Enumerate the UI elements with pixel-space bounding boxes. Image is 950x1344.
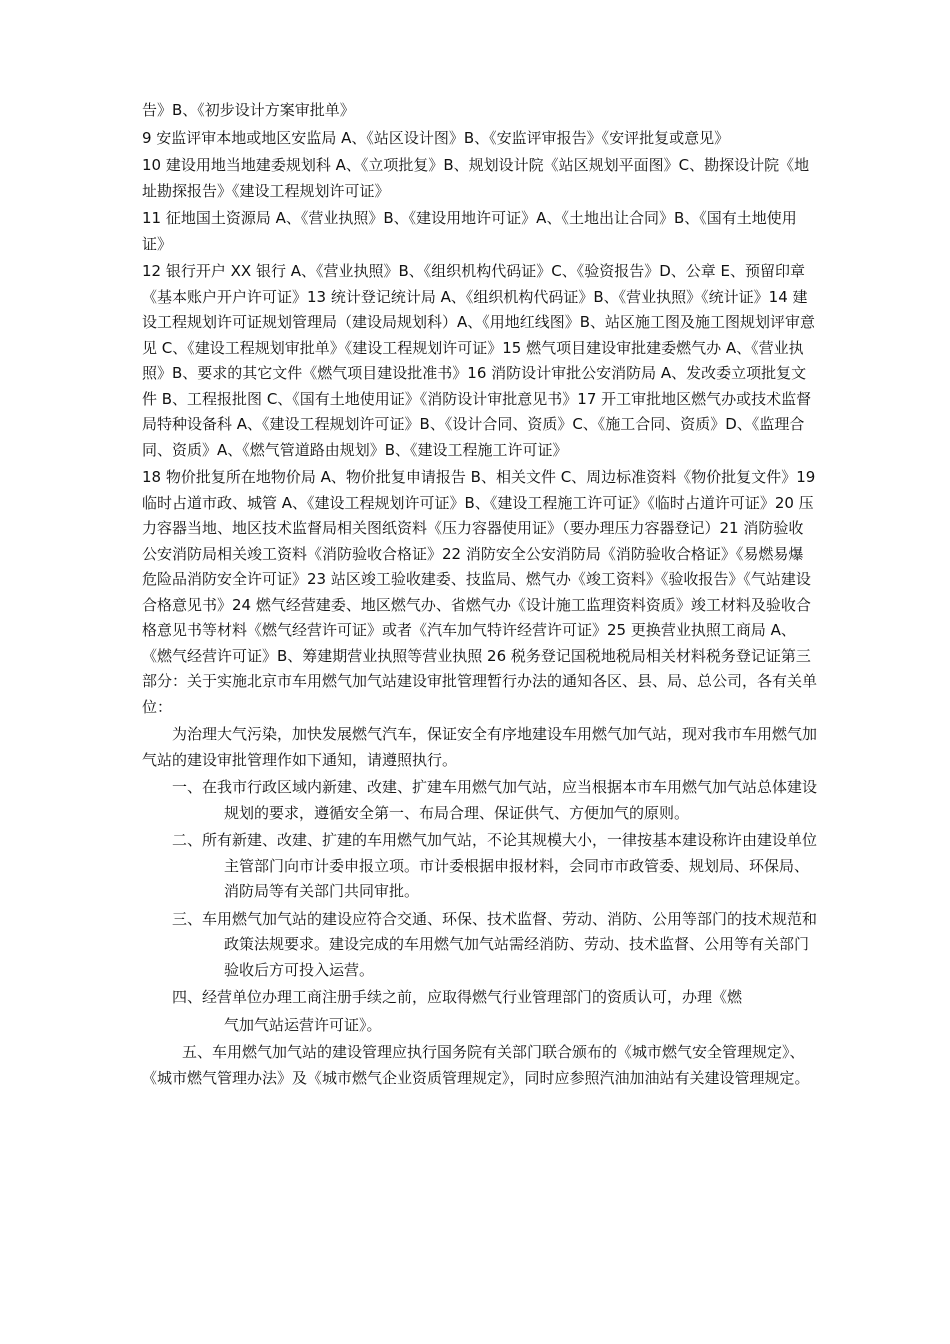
paragraph-7: 为治理大气污染，加快发展燃气汽车，保证安全有序地建设车用燃气加气站，现对我市车用燃气加气站的建设审批管理作如下通知，请遵照执行。 (142, 725, 818, 769)
paragraph-13: 五、车用燃气加气站的建设管理应执行国务院有关部门联合颁布的《城市燃气安全管理规定》、《城市燃气管理办法》及《城市燃气企业资质管理规定》，同时应参照汽油加油站有关建设管理规定。 (142, 1043, 810, 1087)
paragraph-6: 18 物价批复所在地物价局 A、物价批复申请报告 B、相关文件 C、周边标准资料《物价批复文件》19 临时占道市政、城管 A、《建设工程规划许可证》B、《建设工程施工许可证》《临时占道许可证》20 压力容器当地、地区技术监督局相关图纸资料《压力容器使用证》（要办理压力容器登记）21 消防验收公安消防局相关竣工资料《消防验收合格证》22 消防安全公安消防局《消防验收合格证》《易燃易爆危险品消防安全许可证》23 站区竣工验收建委、技监局、燃气办《竣工资料》《验收报告》《气站建设合格意见书》24 燃气经营建委、地区燃气办、省燃气办《设计施工监理资料资质》竣工材料及验收合格意见书等材料《燃气经营许可证》或者《汽车加气特许经营许可证》25 更换营业执照工商局 A、《燃气经营许可证》B、筹建期营业执照等营业执照 26 税务登记国税地税局相关材料税务登记证第三部分：关于实施北京市车用燃气加气站建设审批管理暂行办法的通知各区、县、局、总公司，各有关单位： (142, 468, 818, 716)
paragraph-12: 气加气站运营许可证》。 (224, 1015, 382, 1034)
document-body (142, 98, 818, 1093)
paragraph-3: 10 建设用地当地建委规划科 A、《立项批复》B、规划设计院《站区规划平面图》C、勘探设计院《地址勘探报告》《建设工程规划许可证》 (142, 156, 810, 200)
paragraph-11: 四、经营单位办理工商注册手续之前，应取得燃气行业管理部门的资质认可，办理《燃 (172, 988, 743, 1006)
paragraph-9: 二、所有新建、改建、扩建的车用燃气加气站，不论其规模大小，一律按基本建设称许由建设单位主管部门向市计委申报立项。市计委根据申报材料，会同市市政管委、规划局、环保局、消防局等有关部门共同审批。 (172, 831, 818, 900)
paragraph-8: 一、在我市行政区域内新建、改建、扩建车用燃气加气站，应当根据本市车用燃气加气站总体建设规划的要求，遵循安全第一、布局合理、保证供气、方便加气的原则。 (172, 778, 818, 822)
paragraph-2: 9 安监评审本地或地区安监局 A、《站区设计图》B、《安监评审报告》《安评批复或意见》 (142, 128, 730, 147)
paragraph-4: 11 征地国土资源局 A、《营业执照》B、《建设用地许可证》A、《土地出让合同》B、《国有土地使用证》 (142, 209, 797, 253)
paragraph-5: 12 银行开户 XX 银行 A、《营业执照》B、《组织机构代码证》C、《验资报告》D、公章 E、预留印章《基本账户开户许可证》13 统计登记统计局 A、《组织机构代码证》B、《营业执照》《统计证》14 建设工程规划许可证规划管理局（建设局规划科）A、《用地红线图》B、站区施工图及施工图规划评审意见 C、《建设工程规划审批单》《建设工程规划许可证》15 燃气项目建设审批建委燃气办 A、《营业执照》B、要求的其它文件《燃气项目建设批准书》16 消防设计审批公安消防局 A、发改委立项批复文件 B、工程报批图 C、《国有土地使用证》《消防设计审批意见书》17 开工审批地区燃气办或技术监督局特种设备科 A、《建设工程规划许可证》B、《设计合同、资质》C、《施工合同、资质》D、《监理合同、资质》A、《燃气管道路由规划》B、《建设工程施工许可证》 (142, 262, 816, 459)
paragraph-10: 三、车用燃气加气站的建设应符合交通、环保、技术监督、劳动、消防、公用等部门的技术规范和政策法规要求。建设完成的车用燃气加气站需经消防、劳动、技术监督、公用等有关部门验收后方可投入运营。 (172, 909, 818, 979)
paragraph-1: 告》B、《初步设计方案审批单》 (142, 101, 355, 119)
